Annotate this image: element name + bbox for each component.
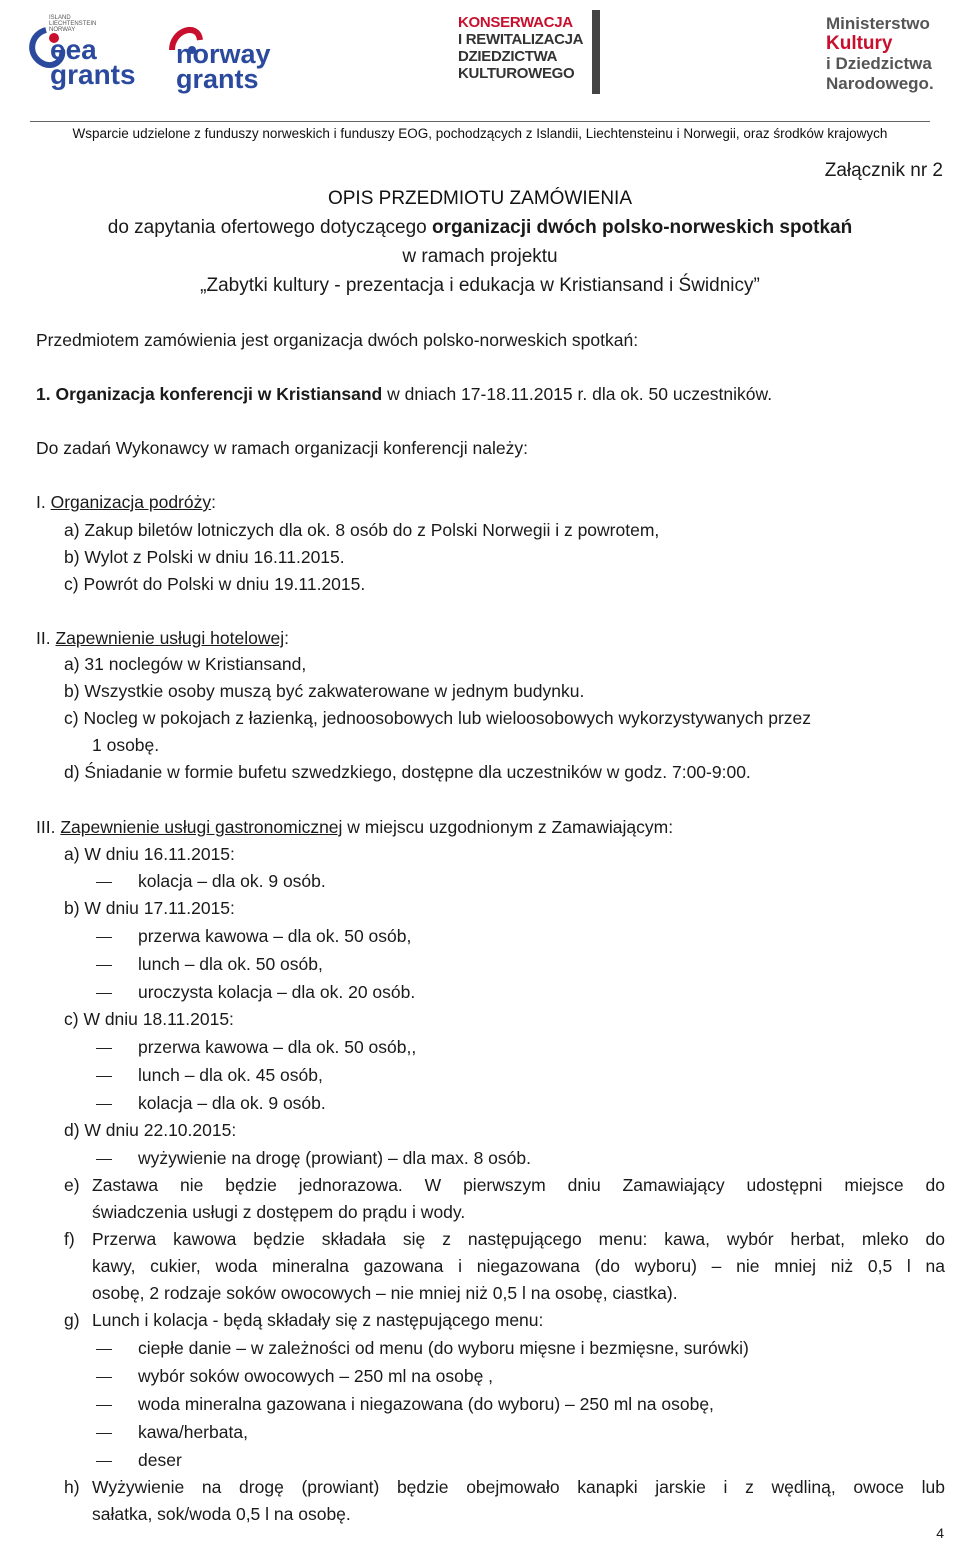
section3-c-item-text: przerwa kawowa – dla ok. 50 osób,, (138, 1037, 417, 1057)
norway-grants-word: grants (176, 64, 259, 94)
section2-item-b: b) Wszystkie osoby muszą być zakwaterowane w jednym budynku. (64, 681, 585, 701)
section3-d-item-text: wyżywienie na drogę (prowiant) – dla max. 8 osób. (138, 1148, 531, 1168)
section3-b-item-1 (96, 922, 411, 950)
title-line3: w ramach projektu (402, 246, 558, 267)
section2-item-d: d) Śniadanie w formie bufetu szwedzkiego, dostępne dla uczestników w godz. 7:00-9:00. (64, 762, 751, 782)
dash-icon (96, 1461, 112, 1462)
section3-heading (36, 813, 673, 841)
konserwacja-bar-icon (592, 10, 600, 94)
section3-g-item-text: kawa/herbata, (138, 1422, 248, 1442)
section3-d-item (96, 1144, 531, 1172)
section3-g-item-text: woda mineralna gazowana i niegazowana (do wyboru) – 250 ml na osobę, (138, 1394, 714, 1414)
section3-g-item-3 (96, 1390, 714, 1418)
section3-d-label: d) W dniu 22.10.2015: (64, 1120, 237, 1140)
section2-colon: : (284, 628, 289, 648)
section3-e-line2: świadczenia usługi z dostępem do prądu i wody. (92, 1202, 466, 1222)
section3-a-label: a) W dniu 16.11.2015: (64, 844, 235, 864)
section3-g-item-4 (96, 1418, 248, 1446)
eea-small-text: ISLAND LIECHTENSTEIN NORWAY (49, 15, 97, 33)
title-line2-prefix: do zapytania ofertowego dotyczącego (107, 217, 433, 238)
section3-f-line1: Przerwa kawowa będzie składała się z następującego menu: kawa, wybór herbat, mleko do (92, 1229, 945, 1249)
section3-b-label: b) W dniu 17.11.2015: (64, 898, 235, 918)
norway-word: norway (176, 39, 271, 69)
annex-label: Załącznik nr 2 (824, 160, 943, 181)
title-line2-bold: organizacji dwóch polsko-norweskich spotkań (432, 217, 853, 238)
section3-g-label: g) (64, 1310, 80, 1330)
dash-icon (96, 882, 112, 883)
section3-a-item (96, 867, 326, 895)
section3-h-line1: Wyżywienie na drogę (prowiant) będzie obejmowało kanapki jarskie i z wędliną, owoce lub (92, 1477, 945, 1497)
section3-c-item-text: lunch – dla ok. 45 osób, (138, 1065, 323, 1085)
konserwacja-line3: DZIEDZICTWA (458, 48, 558, 65)
title-line4: „Zabytki kultury - prezentacja i edukacja w Kristiansand i Świdnicy” (200, 275, 760, 296)
section3-g-item-text: ciepłe danie – w zależności od menu (do wyboru mięsne i bezmięsne, surówki) (138, 1338, 749, 1358)
section3-f-label: f) (64, 1229, 75, 1249)
title-line1: OPIS PRZEDMIOTU ZAMÓWIENIA (327, 188, 632, 209)
section3-h-line2: sałatka, sok/woda 0,5 l na osobę. (92, 1504, 351, 1524)
dash-icon (96, 1159, 112, 1160)
dash-icon (96, 1076, 112, 1077)
title-line2 (0, 213, 960, 242)
section3-g-item-1 (96, 1334, 749, 1362)
section3-a-item-text: kolacja – dla ok. 9 osób. (138, 871, 326, 891)
item1 (36, 380, 772, 408)
section3-g-item-2 (96, 1362, 493, 1390)
section3-num: III. (36, 817, 56, 837)
section3-e-line1: Zastawa nie będzie jednorazowa. W pierwszym dniu Zamawiający udostępni miejsce do (92, 1175, 945, 1195)
konserwacja-line4: KULTUROWEGO (458, 65, 575, 82)
dash-icon (96, 1104, 112, 1105)
dash-icon (96, 1433, 112, 1434)
section2-item-c: c) Nocleg w pokojach z łazienką, jednoosobowych lub wieloosobowych wykorzystywanych przez (64, 708, 812, 728)
dash-icon (96, 993, 112, 994)
section2-heading (36, 624, 289, 652)
item1-bold: Organizacja konferencji w Kristiansand (55, 384, 383, 404)
ministerstwo-line4: Narodowego. (826, 74, 934, 93)
eea-word: eea (50, 34, 97, 65)
ministerstwo-line3: i Dziedzictwa (826, 54, 932, 73)
konserwacja-line1: KONSERWACJA (458, 14, 573, 31)
section3-h-label: h) (64, 1477, 80, 1497)
section1-num: I. (36, 492, 46, 512)
item1-rest: w dniach 17-18.11.2015 r. dla ok. 50 uczestników. (382, 384, 773, 404)
section1-heading (36, 488, 216, 516)
section3-f-line2: kawy, cukier, woda mineralna gazowana i niegazowana (do wyboru) – nie mniej niż 0,5 l na (92, 1256, 945, 1276)
header-divider (30, 121, 930, 122)
header-logos (0, 0, 960, 120)
section1-colon: : (211, 492, 216, 512)
item1-num: 1. (36, 384, 51, 404)
support-text: Wsparcie udzielone z funduszy norweskich i funduszy EOG, pochodzących z Islandii, Liechtensteinu i Norwegii, oraz środków krajowych (72, 126, 888, 141)
doc-title (0, 184, 960, 300)
section3-g-line1: Lunch i kolacja - będą składały się z następującego menu: (92, 1310, 544, 1330)
section3-title: Zapewnienie usługi gastronomicznej (60, 817, 343, 837)
section3-g-item-5 (96, 1446, 182, 1474)
page-number: 4 (936, 1525, 944, 1541)
dash-icon (96, 1349, 112, 1350)
dash-icon (96, 1048, 112, 1049)
konserwacja-line2: I REWITALIZACJA (458, 31, 584, 48)
dash-icon (96, 965, 112, 966)
section3-g-item-text: wybór soków owocowych – 250 ml na osobę , (138, 1366, 494, 1386)
section1-item-a: a) Zakup biletów lotniczych dla ok. 8 osób do z Polski Norwegii i z powrotem, (64, 520, 660, 540)
dash-icon (96, 1405, 112, 1406)
ministerstwo-line1: Ministerstwo (826, 14, 930, 33)
konserwacja-logo (458, 14, 608, 94)
eea-grants-word: grants (50, 59, 136, 90)
tasks-intro: Do zadań Wykonawcy w ramach organizacji konferencji należy: (36, 438, 529, 458)
section1-item-c: c) Powrót do Polski w dniu 19.11.2015. (64, 574, 366, 594)
section2-item-a: a) 31 noclegów w Kristiansand, (64, 654, 307, 674)
section1-title: Organizacja podróży (50, 492, 212, 512)
dash-icon (96, 937, 112, 938)
ministerstwo-logo (826, 14, 946, 94)
eea-grants-logo (24, 12, 134, 88)
section3-c-item-3 (96, 1089, 326, 1117)
section3-f-line3: osobę, 2 rodzaje soków owocowych – nie mniej niż 0,5 l na osobę, ciastka). (92, 1283, 678, 1303)
intro-text: Przedmiotem zamówienia jest organizacja dwóch polsko-norweskich spotkań: (36, 330, 639, 350)
section3-c-item-text: kolacja – dla ok. 9 osób. (138, 1093, 326, 1113)
section3-b-item-text: przerwa kawowa – dla ok. 50 osób, (138, 926, 412, 946)
ministerstwo-line2: Kultury (826, 33, 893, 54)
section3-c-item-2 (96, 1061, 323, 1089)
section3-g-item-text: deser (138, 1450, 182, 1470)
section3-rest: w miejscu uzgodnionym z Zamawiającym: (342, 817, 674, 837)
section3-b-item-text: uroczysta kolacja – dla ok. 20 osób. (138, 982, 416, 1002)
section3-e-label: e) (64, 1175, 80, 1195)
section3-b-item-text: lunch – dla ok. 50 osób, (138, 954, 323, 974)
section2-title: Zapewnienie usługi hotelowej (55, 628, 285, 648)
dash-icon (96, 1377, 112, 1378)
section3-b-item-3 (96, 978, 415, 1006)
section2-num: II. (36, 628, 51, 648)
section2-item-c-cont: 1 osobę. (92, 735, 160, 755)
norway-grants-logo (168, 12, 278, 94)
section3-c-item-1 (96, 1033, 416, 1061)
section1-item-b: b) Wylot z Polski w dniu 16.11.2015. (64, 547, 345, 567)
section3-b-item-2 (96, 950, 323, 978)
section3-c-label: c) W dniu 18.11.2015: (64, 1009, 234, 1029)
